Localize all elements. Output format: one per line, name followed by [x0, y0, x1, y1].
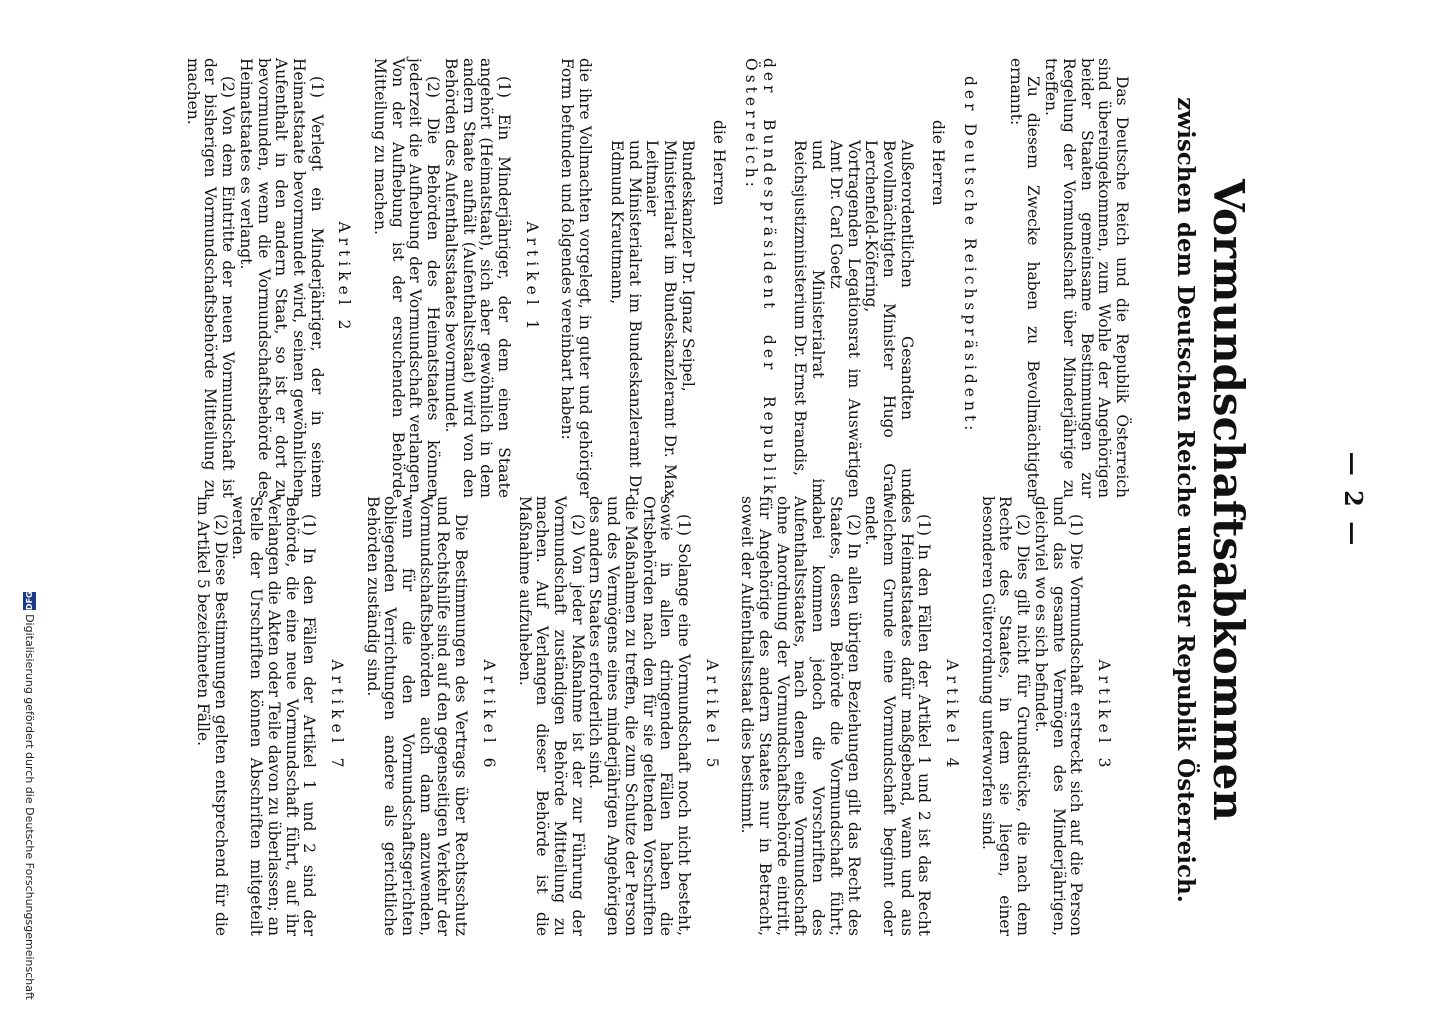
stamp-text: Digitalisierung gefördert durch die Deutsche Forschungsgemeinschaft — [23, 614, 36, 1000]
signatory-line: und Ministerialrat im Reichsjustizministerium Dr. Ernst Brandis, — [791, 140, 828, 498]
article-paragraph: (1) Verlegt ein Minderjähriger, der in seinem Heimatstaate bevormundet wird, seinen gewöhnlichen Aufenthalt in den andern Staat, so ist er dort zu bevormunden, wenn die Vormundschaftsbehörde des Heimatstaates es verlangt. — [236, 58, 326, 498]
article-heading: Artikel 3 — [1095, 659, 1113, 773]
article-paragraph: (1) Ein Minderjähriger, der dem einen Staate angehört (Heimatstaat), sich aber gewöhnlich in dem andern Staate aufhält (Aufenthaltsstaat) wird von den Behörden des Aufenthaltsstaates bevormundet. — [441, 58, 514, 498]
article-heading: Artikel 1 — [522, 221, 541, 335]
article-paragraph: (2) Diese Bestimmungen gelten entsprechend für die im Artikel 5 bezeichneten Fälle. — [194, 496, 230, 936]
article-paragraph: (2) Von jeder Maßnahme ist der zur Führung der Vormundschaft zuständigen Behörde Mitteilung zu machen. Auf Verlangen dieser Behörde ist die Maßnahme aufzuheben. — [515, 496, 587, 936]
article-paragraph: (2) Dies gilt nicht für Grundstücke, die nach dem Rechte des Staates, in dem sie liegen, einer besonderen Güterordnung unterworfen sind. — [978, 496, 1033, 936]
signatory-line: und Ministerialrat im Bundeskanzleramt Dr. Edmund Krautmann, — [607, 140, 644, 498]
preamble-paragraph: Das Deutsche Reich und die Republik Österreich sind übereingekommen, zum Wohle der Angehörigen beider Staaten gemeinsame Bestimmungen zur Regelung der Vormundschaft über Minderjährige zu treffen. — [1042, 58, 1131, 498]
page-number: — 2 — — [1339, 451, 1368, 549]
signatory-heading: der Deutsche Reichspräsident: — [961, 76, 980, 435]
preamble-paragraph: die ihre Vollmachten vorgelegt, in guter und gehöriger Form befunden und folgendes vereinbart haben: — [558, 58, 595, 498]
article-paragraph: (2) Die Behörden des Heimatstaates können jederzeit die Aufhebung der Vormundschaft verlangen. Von der Aufhebung ist der ersuchenden Behörde Mitteilung zu machen. — [371, 58, 443, 498]
document-subtitle: zwischen dem Deutschen Reiche und der Republik Österreich. — [1172, 97, 1199, 903]
signatory-line: die Herren — [710, 120, 729, 206]
article-paragraph: (1) In den Fällen der Artikel 1 und 2 ist das Recht des Heimatstaates dafür maßgebend, wann und aus welchem Grunde eine Vormundschaft beginnt oder endet. — [862, 496, 934, 936]
article-paragraph: (1) In den Fällen der Artikel 1 und 2 sind der Behörde, die eine neue Vormundschaft führt, auf ihr Verlangen die Akten oder Teile davon zu überlassen; an Stelle der Urschriften können Abschriften mitgeteilt werden. — [229, 496, 319, 936]
article-heading: Artikel 4 — [943, 659, 962, 773]
preamble-paragraph: Zu diesem Zwecke haben zu Bevollmächtigten ernannt: — [1006, 58, 1043, 498]
article-paragraph: (1) Die Vormundschaft erstreckt sich auf die Person und das gesamte Vermögen des Minderjährigen, gleichviel wo es sich befindet. — [1031, 496, 1086, 936]
article-heading: Artikel 5 — [702, 659, 721, 773]
article-heading: Artikel 7 — [327, 659, 346, 773]
right-column — [193, 496, 1130, 936]
article-paragraph: Die Bestimmungen des Vertrags über Rechtsschutz und Rechtshilfe sind auf den gegenseitigen Verkehr der Vormundschaftsbehörden auch dann anzuwenden, wenn für die den Vormundschaftsgerichten obliegenden Verrichtungen andere als gerichtliche Behörden zuständig sind. — [363, 496, 471, 936]
signatory-line: Vortragenden Legationsrat im Auswärtigen Amt Dr. Carl Goetz — [826, 140, 863, 498]
article-paragraph: (2) Von dem Eintritte der neuen Vormundschaft ist der bisherigen Vormundschaftsbehörde Mitteilung zu machen. — [183, 58, 238, 498]
digitization-stamp — [23, 0, 36, 1010]
signatory-line: Ministerialrat im Bundeskanzleramt Dr. Max Leitmaier — [643, 140, 679, 498]
left-column — [183, 58, 1130, 498]
article-heading: Artikel 6 — [479, 659, 498, 773]
article-paragraph: (1) Solange eine Vormundschaft noch nicht besteht, sowie in allen dringenden Fällen haben die Ortsbehörden nach den für sie geltenden Vorschriften die Maßnahmen zu treffen, die zum Schutze der Person und des Vermögens eines minderjährigen Angehörigen des andern Staates erforderlich sind. — [586, 496, 693, 936]
signatory-line: Außerordentlichen Gesandten und Bevollmächtigten Minister Hugo Graf Lerchenfeld-Köfering, — [862, 140, 916, 498]
document-title: Vormundschaftsabkommen — [1204, 179, 1253, 821]
dfg-logo-icon: DFG — [25, 591, 34, 611]
signatory-line: Bundeskanzler Dr. Ignaz Seipel, — [678, 140, 697, 392]
signatory-line: die Herren — [929, 120, 948, 206]
article-heading: Artikel 2 — [335, 221, 354, 335]
signatory-heading: der Bundespräsident der Republik Österreich: — [742, 58, 778, 498]
article-paragraph: (2) In allen übrigen Beziehungen gilt das Recht des Staates, dessen Behörde die Vormundschaft führt; dabei kommen jedoch die Vorschriften des Aufenthaltsstaates, nach denen eine Vormundschaft ohne Anordnung der Vormundschaftsbehörde eintritt, für Angehörige des andern Staates nur in Betracht, soweit der Aufenthaltsstaat dies bestimmt. — [738, 496, 863, 936]
